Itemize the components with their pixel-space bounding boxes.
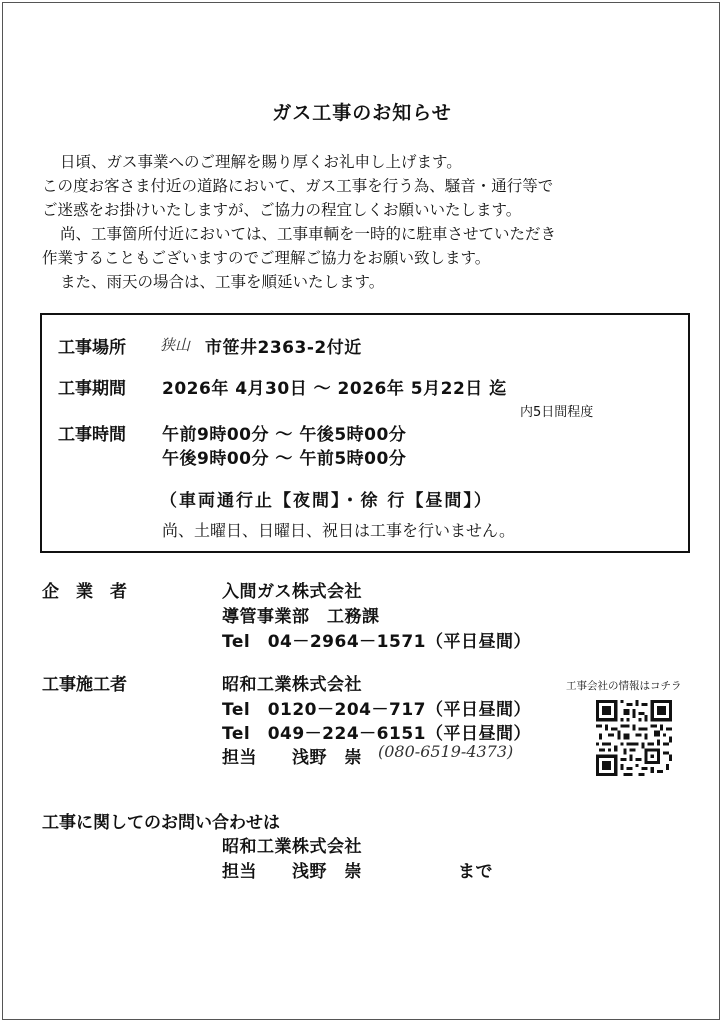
period-label: 工事期間: [58, 379, 126, 399]
period-value: 2026年 4月30日 ～ 2026年 5月22日 迄: [162, 379, 507, 399]
traffic-note: （車両通行止【夜間】・徐 行【昼間】）: [160, 491, 493, 511]
intro-line: ご迷惑をお掛けいたしますが、ご協力の程宜しくお願いいたします。: [42, 201, 522, 219]
period-note: 内5日間程度: [520, 405, 594, 420]
intro-paragraph: [42, 150, 556, 294]
contractor-label: 工事施工者: [42, 675, 127, 695]
inquiry-heading: 工事に関してのお問い合わせは: [42, 813, 280, 833]
location-value: 市笹井2363-2付近: [205, 338, 362, 358]
time-line-2: 午後9時00分 ～ 午前5時00分: [162, 449, 407, 469]
company-tel: Tel 04－2964－1571（平日昼間）: [222, 632, 531, 652]
contractor-name: 昭和工業株式会社: [222, 675, 362, 695]
qr-caption: 工事会社の情報はコチラ: [566, 680, 682, 692]
inquiry-company: 昭和工業株式会社: [222, 837, 362, 857]
intro-line: 尚、工事箇所付近においては、工事車輌を一時的に駐車させていただき: [60, 225, 557, 243]
time-line-1: 午前9時00分 ～ 午後5時00分: [162, 425, 407, 445]
qr-code-icon[interactable]: [596, 700, 672, 776]
intro-line: 作業することもございますのでご理解ご協力をお願い致します。: [42, 249, 491, 267]
intro-line: この度お客さま付近の道路において、ガス工事を行う為、騒音・通行等で: [42, 177, 554, 195]
company-name: 入間ガス株式会社: [222, 582, 362, 602]
company-dept: 導管事業部 工務課: [222, 607, 380, 627]
inquiry-suffix: まで: [458, 862, 493, 882]
intro-line: 日頃、ガス事業へのご理解を賜り厚くお礼申し上げます。: [60, 153, 462, 171]
location-label: 工事場所: [58, 338, 126, 358]
page-title: ガス工事のお知らせ: [272, 102, 452, 124]
contractor-tel-1: Tel 0120－204－717（平日昼間）: [222, 700, 531, 720]
contractor-person: 担当 浅野 崇: [222, 748, 362, 768]
contractor-mobile-handwritten: (080-6519-4373): [378, 742, 514, 761]
inquiry-person: 担当 浅野 崇: [222, 862, 362, 882]
holiday-note: 尚、土曜日、日曜日、祝日は工事を行いません。: [162, 521, 515, 540]
company-label: 企 業 者: [42, 582, 127, 602]
intro-line: また、雨天の場合は、工事を順延いたします。: [60, 273, 385, 291]
contractor-tel-2: Tel 049－224－6151（平日昼間）: [222, 724, 531, 744]
time-label: 工事時間: [58, 425, 126, 445]
location-city-handwritten: 狭山: [160, 336, 191, 354]
